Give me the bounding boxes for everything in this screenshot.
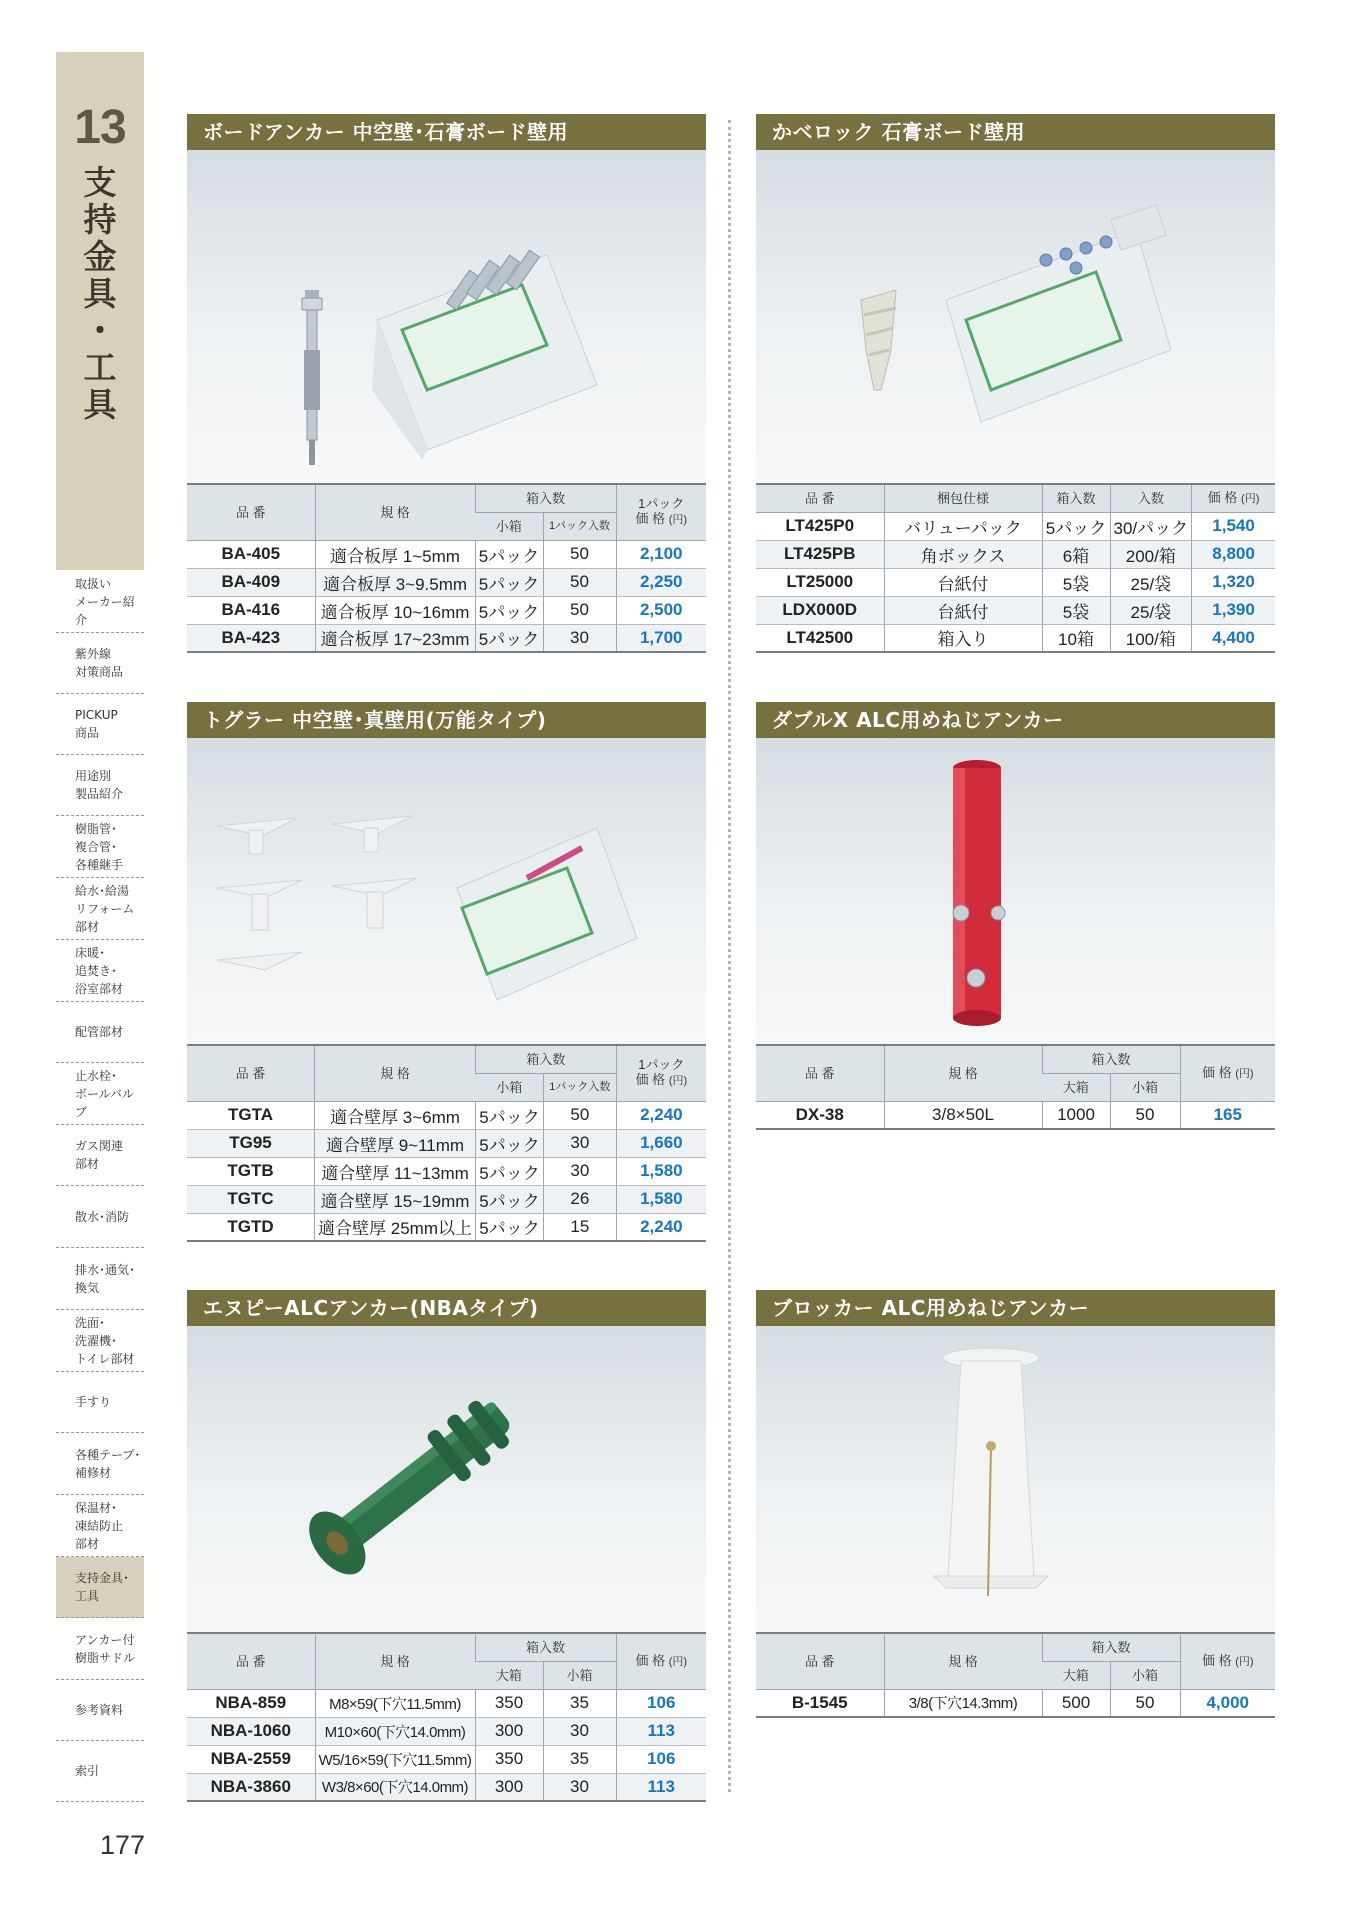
product-nba <box>187 1290 706 1802</box>
product-blocker <box>756 1290 1275 1718</box>
cell-price: 2,250 <box>616 568 706 596</box>
product-image <box>187 738 706 1044</box>
table-body <box>187 1101 706 1241</box>
spec-table <box>187 1632 706 1802</box>
product-kabelock <box>756 114 1275 653</box>
cell-a: 5パック <box>476 1157 544 1185</box>
cell-price: 113 <box>616 1717 706 1745</box>
cell-price: 1,540 <box>1192 512 1275 540</box>
cell-spec: 適合壁厚 15~19mm <box>315 1185 476 1213</box>
col-per-pack: 1パック入数 <box>543 512 616 540</box>
col-code: 品 番 <box>187 484 315 540</box>
cell-code: TG95 <box>187 1129 315 1157</box>
blocker-illustration <box>756 1326 1275 1632</box>
column-divider <box>728 120 731 1792</box>
table-row <box>187 596 706 624</box>
cell-pack: 角ボックス <box>884 540 1042 568</box>
col-price: 価 格 (円) <box>616 1633 706 1689</box>
table-row <box>756 624 1275 652</box>
cell-a: 5パック <box>476 1213 544 1241</box>
product-title: ブロッカー ALC用めねじアンカー <box>756 1290 1275 1326</box>
cell-price: 1,580 <box>616 1185 706 1213</box>
table-row <box>187 1745 706 1773</box>
doublex-illustration <box>756 738 1275 1044</box>
cell-price: 1,660 <box>616 1129 706 1157</box>
cell-code: LT425P0 <box>756 512 884 540</box>
cell-b: 30 <box>543 624 616 652</box>
cell-spec: 適合壁厚 25mm以上 <box>315 1213 476 1241</box>
cell-a: 5パック <box>475 624 543 652</box>
cell-pack: バリューパック <box>884 512 1042 540</box>
cell-price: 8,800 <box>1192 540 1275 568</box>
cell-price: 1,390 <box>1192 596 1275 624</box>
nav-item[interactable]: 樹脂管･ 複合管･ 各種継手 <box>56 816 144 878</box>
cell-a: 5パック <box>476 1101 544 1129</box>
cell-spec: 3/8(下穴14.3mm) <box>884 1689 1042 1717</box>
cell-pack: 箱入り <box>884 624 1042 652</box>
cell-spec: 適合板厚 10~16mm <box>315 596 475 624</box>
nav-item[interactable]: 参考資料 <box>56 1680 144 1741</box>
cell-b: 15 <box>544 1213 617 1241</box>
cell-spec: 適合壁厚 11~13mm <box>315 1157 476 1185</box>
col-small: 小箱 <box>1110 1661 1180 1689</box>
nav-item[interactable]: 排水･通気･ 換気 <box>56 1248 144 1310</box>
chapter-title-char: 工 <box>83 348 117 387</box>
cell-b: 30 <box>543 1717 616 1745</box>
cell-b: 50 <box>1110 1101 1180 1129</box>
table-row <box>756 568 1275 596</box>
product-title: エヌピーALCアンカー(NBAタイプ) <box>187 1290 706 1326</box>
cell-price: 113 <box>616 1773 706 1801</box>
cell-price: 2,240 <box>616 1101 706 1129</box>
cell-code: BA-423 <box>187 624 315 652</box>
product-image <box>756 150 1275 483</box>
table-row <box>756 1689 1275 1717</box>
cell-code: LT42500 <box>756 624 884 652</box>
nav-item[interactable]: 取扱い メーカー紹介 <box>56 572 144 633</box>
cell-a: 300 <box>475 1717 543 1745</box>
col-pack: 梱包仕様 <box>884 484 1042 512</box>
cell-price: 2,100 <box>616 540 706 568</box>
cell-code: LT25000 <box>756 568 884 596</box>
nav-item[interactable]: 配管部材 <box>56 1002 144 1063</box>
cell-b: 50 <box>543 540 616 568</box>
cell-code: NBA-859 <box>187 1689 315 1717</box>
nav-item[interactable]: 紫外線 対策商品 <box>56 633 144 694</box>
table-row <box>187 1129 706 1157</box>
col-code: 品 番 <box>187 1633 315 1689</box>
cell-b: 50 <box>544 1101 617 1129</box>
col-price: 1パック 価 格 (円) <box>616 1045 706 1101</box>
cell-a: 350 <box>475 1745 543 1773</box>
table-body <box>756 1689 1275 1717</box>
col-price: 価 格 (円) <box>1180 1045 1275 1101</box>
nav-item[interactable]: アンカー付 樹脂サドル <box>56 1618 144 1680</box>
col-code: 品 番 <box>756 1045 884 1101</box>
cell-spec: M10×60(下穴14.0mm) <box>315 1717 475 1745</box>
col-code: 品 番 <box>187 1045 315 1101</box>
table-row <box>756 540 1275 568</box>
table-row <box>187 1213 706 1241</box>
col-box: 箱入数 <box>1042 1633 1180 1661</box>
chapter-tab <box>56 52 144 570</box>
cell-pack: 台紙付 <box>884 596 1042 624</box>
table-row <box>187 1717 706 1745</box>
nav-item[interactable]: 手すり <box>56 1372 144 1433</box>
cell-b: 50 <box>543 596 616 624</box>
nav-item[interactable]: 保温材･ 凍結防止 部材 <box>56 1495 144 1557</box>
product-title: かベロック 石膏ボード壁用 <box>756 114 1275 150</box>
col-spec: 規 格 <box>884 1633 1042 1689</box>
product-title: トグラー 中空壁･真壁用(万能タイプ) <box>187 702 706 738</box>
cell-code: NBA-3860 <box>187 1773 315 1801</box>
col-small: 小箱 <box>475 512 543 540</box>
product-board-anchor <box>187 114 706 653</box>
cell-b: 35 <box>543 1689 616 1717</box>
cell-code: TGTD <box>187 1213 315 1241</box>
col-code: 品 番 <box>756 484 884 512</box>
nav-item[interactable]: 床暖･ 追焚き･ 浴室部材 <box>56 940 144 1002</box>
col-spec: 規 格 <box>315 1633 475 1689</box>
table-row <box>187 568 706 596</box>
cell-code: BA-405 <box>187 540 315 568</box>
cell-a: 5パック <box>475 596 543 624</box>
cell-a: 500 <box>1042 1689 1110 1717</box>
col-box: 箱入数 <box>1042 484 1110 512</box>
cell-spec: 適合板厚 17~23mm <box>315 624 475 652</box>
spec-table <box>756 1044 1275 1130</box>
product-image <box>756 738 1275 1044</box>
cell-price: 4,400 <box>1192 624 1275 652</box>
spec-table <box>187 483 706 653</box>
product-toggler <box>187 702 706 1242</box>
product-title: ダブルX ALC用めねじアンカー <box>756 702 1275 738</box>
cell-b: 50 <box>1110 1689 1180 1717</box>
side-nav <box>56 572 144 1802</box>
nav-item[interactable]: PICKUP 商品 <box>56 694 144 755</box>
col-small: 小箱 <box>543 1661 616 1689</box>
table-row <box>187 540 706 568</box>
chapter-title <box>56 164 144 423</box>
cell-spec: M8×59(下穴11.5mm) <box>315 1689 475 1717</box>
spec-table <box>187 1044 706 1242</box>
board-anchor-illustration <box>187 150 706 483</box>
col-small: 小箱 <box>1110 1073 1180 1101</box>
product-image <box>187 1326 706 1632</box>
cell-b: 50 <box>543 568 616 596</box>
cell-spec: 適合板厚 3~9.5mm <box>315 568 475 596</box>
table-body <box>756 512 1275 652</box>
nav-item[interactable]: 洗面･ 洗濯機･ トイレ部材 <box>56 1310 144 1372</box>
col-box: 箱入数 <box>475 1633 616 1661</box>
chapter-title-char: 具 <box>83 274 117 313</box>
cell-a: 5パック <box>475 568 543 596</box>
product-image <box>756 1326 1275 1632</box>
cell-price: 1,320 <box>1192 568 1275 596</box>
cell-qty: 25/袋 <box>1110 568 1192 596</box>
cell-a: 350 <box>475 1689 543 1717</box>
col-small: 小箱 <box>476 1073 544 1101</box>
cell-qty: 100/箱 <box>1110 624 1192 652</box>
table-row <box>756 512 1275 540</box>
col-spec: 規 格 <box>315 484 475 540</box>
cell-spec: 適合壁厚 3~6mm <box>315 1101 476 1129</box>
col-price: 価 格 (円) <box>1192 484 1275 512</box>
chapter-title-char: 持 <box>83 200 117 239</box>
table-row <box>187 1689 706 1717</box>
col-spec: 規 格 <box>884 1045 1042 1101</box>
cell-code: NBA-1060 <box>187 1717 315 1745</box>
page-number: 177 <box>100 1830 146 1860</box>
cell-spec: 3/8×50L <box>884 1101 1042 1129</box>
cell-b: 30 <box>544 1157 617 1185</box>
cell-spec: 適合板厚 1~5mm <box>315 540 475 568</box>
nav-item[interactable]: 用途別 製品紹介 <box>56 755 144 816</box>
spec-table <box>756 483 1275 653</box>
table-row <box>187 624 706 652</box>
cell-spec: 適合壁厚 9~11mm <box>315 1129 476 1157</box>
cell-code: BA-409 <box>187 568 315 596</box>
table-body <box>187 1689 706 1801</box>
toggler-illustration <box>187 738 706 1044</box>
table-body <box>756 1101 1275 1129</box>
col-code: 品 番 <box>756 1633 884 1689</box>
cell-price: 106 <box>616 1689 706 1717</box>
nav-item[interactable]: 散水･消防 <box>56 1186 144 1248</box>
cell-code: BA-416 <box>187 596 315 624</box>
table-row <box>187 1185 706 1213</box>
cell-code: TGTB <box>187 1157 315 1185</box>
col-large: 大箱 <box>1042 1661 1110 1689</box>
spec-table <box>756 1632 1275 1718</box>
cell-box: 10箱 <box>1042 624 1110 652</box>
col-qty: 入数 <box>1110 484 1192 512</box>
table-body <box>187 540 706 652</box>
chapter-title-char: 支 <box>83 163 117 202</box>
product-doublex <box>756 702 1275 1130</box>
table-row <box>187 1101 706 1129</box>
cell-code: LT425PB <box>756 540 884 568</box>
cell-pack: 台紙付 <box>884 568 1042 596</box>
cell-box: 5袋 <box>1042 568 1110 596</box>
cell-a: 5パック <box>475 540 543 568</box>
col-price: 価 格 (円) <box>1180 1633 1275 1689</box>
col-per-pack: 1パック入数 <box>544 1073 617 1101</box>
chapter-title-char: 金 <box>83 237 117 276</box>
cell-code: TGTA <box>187 1101 315 1129</box>
cell-b: 30 <box>544 1129 617 1157</box>
cell-box: 5パック <box>1042 512 1110 540</box>
cell-qty: 25/袋 <box>1110 596 1192 624</box>
cell-spec: W3/8×60(下穴14.0mm) <box>315 1773 475 1801</box>
cell-price: 106 <box>616 1745 706 1773</box>
table-row <box>187 1773 706 1801</box>
col-box: 箱入数 <box>476 1045 617 1073</box>
cell-spec: W5/16×59(下穴11.5mm) <box>315 1745 475 1773</box>
kabelock-illustration <box>756 150 1275 483</box>
col-large: 大箱 <box>1042 1073 1110 1101</box>
col-price: 1パック 価 格 (円) <box>616 484 706 540</box>
cell-a: 5パック <box>476 1185 544 1213</box>
cell-code: LDX000D <box>756 596 884 624</box>
chapter-title-char: ・ <box>83 311 117 350</box>
nba-illustration <box>187 1326 706 1632</box>
cell-b: 35 <box>543 1745 616 1773</box>
nav-item[interactable]: 止水栓･ ボールバルブ <box>56 1063 144 1125</box>
table-row <box>187 1157 706 1185</box>
cell-a: 300 <box>475 1773 543 1801</box>
col-large: 大箱 <box>475 1661 543 1689</box>
nav-item[interactable]: ガス関連 部材 <box>56 1125 144 1186</box>
cell-price: 1,580 <box>616 1157 706 1185</box>
cell-b: 30 <box>543 1773 616 1801</box>
chapter-number: 13 <box>74 101 126 154</box>
cell-code: NBA-2559 <box>187 1745 315 1773</box>
cell-qty: 200/箱 <box>1110 540 1192 568</box>
product-image <box>187 150 706 483</box>
cell-qty: 30/パック <box>1110 512 1192 540</box>
chapter-title-char: 具 <box>83 385 117 424</box>
cell-price: 165 <box>1180 1101 1275 1129</box>
cell-code: DX-38 <box>756 1101 884 1129</box>
cell-code: B-1545 <box>756 1689 884 1717</box>
cell-price: 4,000 <box>1180 1689 1275 1717</box>
product-title: ボードアンカー 中空壁･石膏ボード壁用 <box>187 114 706 150</box>
cell-box: 5袋 <box>1042 596 1110 624</box>
table-row <box>756 1101 1275 1129</box>
nav-item[interactable]: 索引 <box>56 1741 144 1802</box>
nav-item[interactable]: 給水･給湯 リフォーム 部材 <box>56 878 144 940</box>
cell-price: 2,500 <box>616 596 706 624</box>
nav-item[interactable]: 支持金具･ 工具 <box>56 1557 144 1618</box>
nav-item[interactable]: 各種テープ･ 補修材 <box>56 1433 144 1495</box>
cell-a: 5パック <box>476 1129 544 1157</box>
col-box: 箱入数 <box>475 484 616 512</box>
col-spec: 規 格 <box>315 1045 476 1101</box>
col-box: 箱入数 <box>1042 1045 1180 1073</box>
cell-b: 26 <box>544 1185 617 1213</box>
cell-a: 1000 <box>1042 1101 1110 1129</box>
cell-price: 2,240 <box>616 1213 706 1241</box>
cell-code: TGTC <box>187 1185 315 1213</box>
cell-price: 1,700 <box>616 624 706 652</box>
table-row <box>756 596 1275 624</box>
cell-box: 6箱 <box>1042 540 1110 568</box>
